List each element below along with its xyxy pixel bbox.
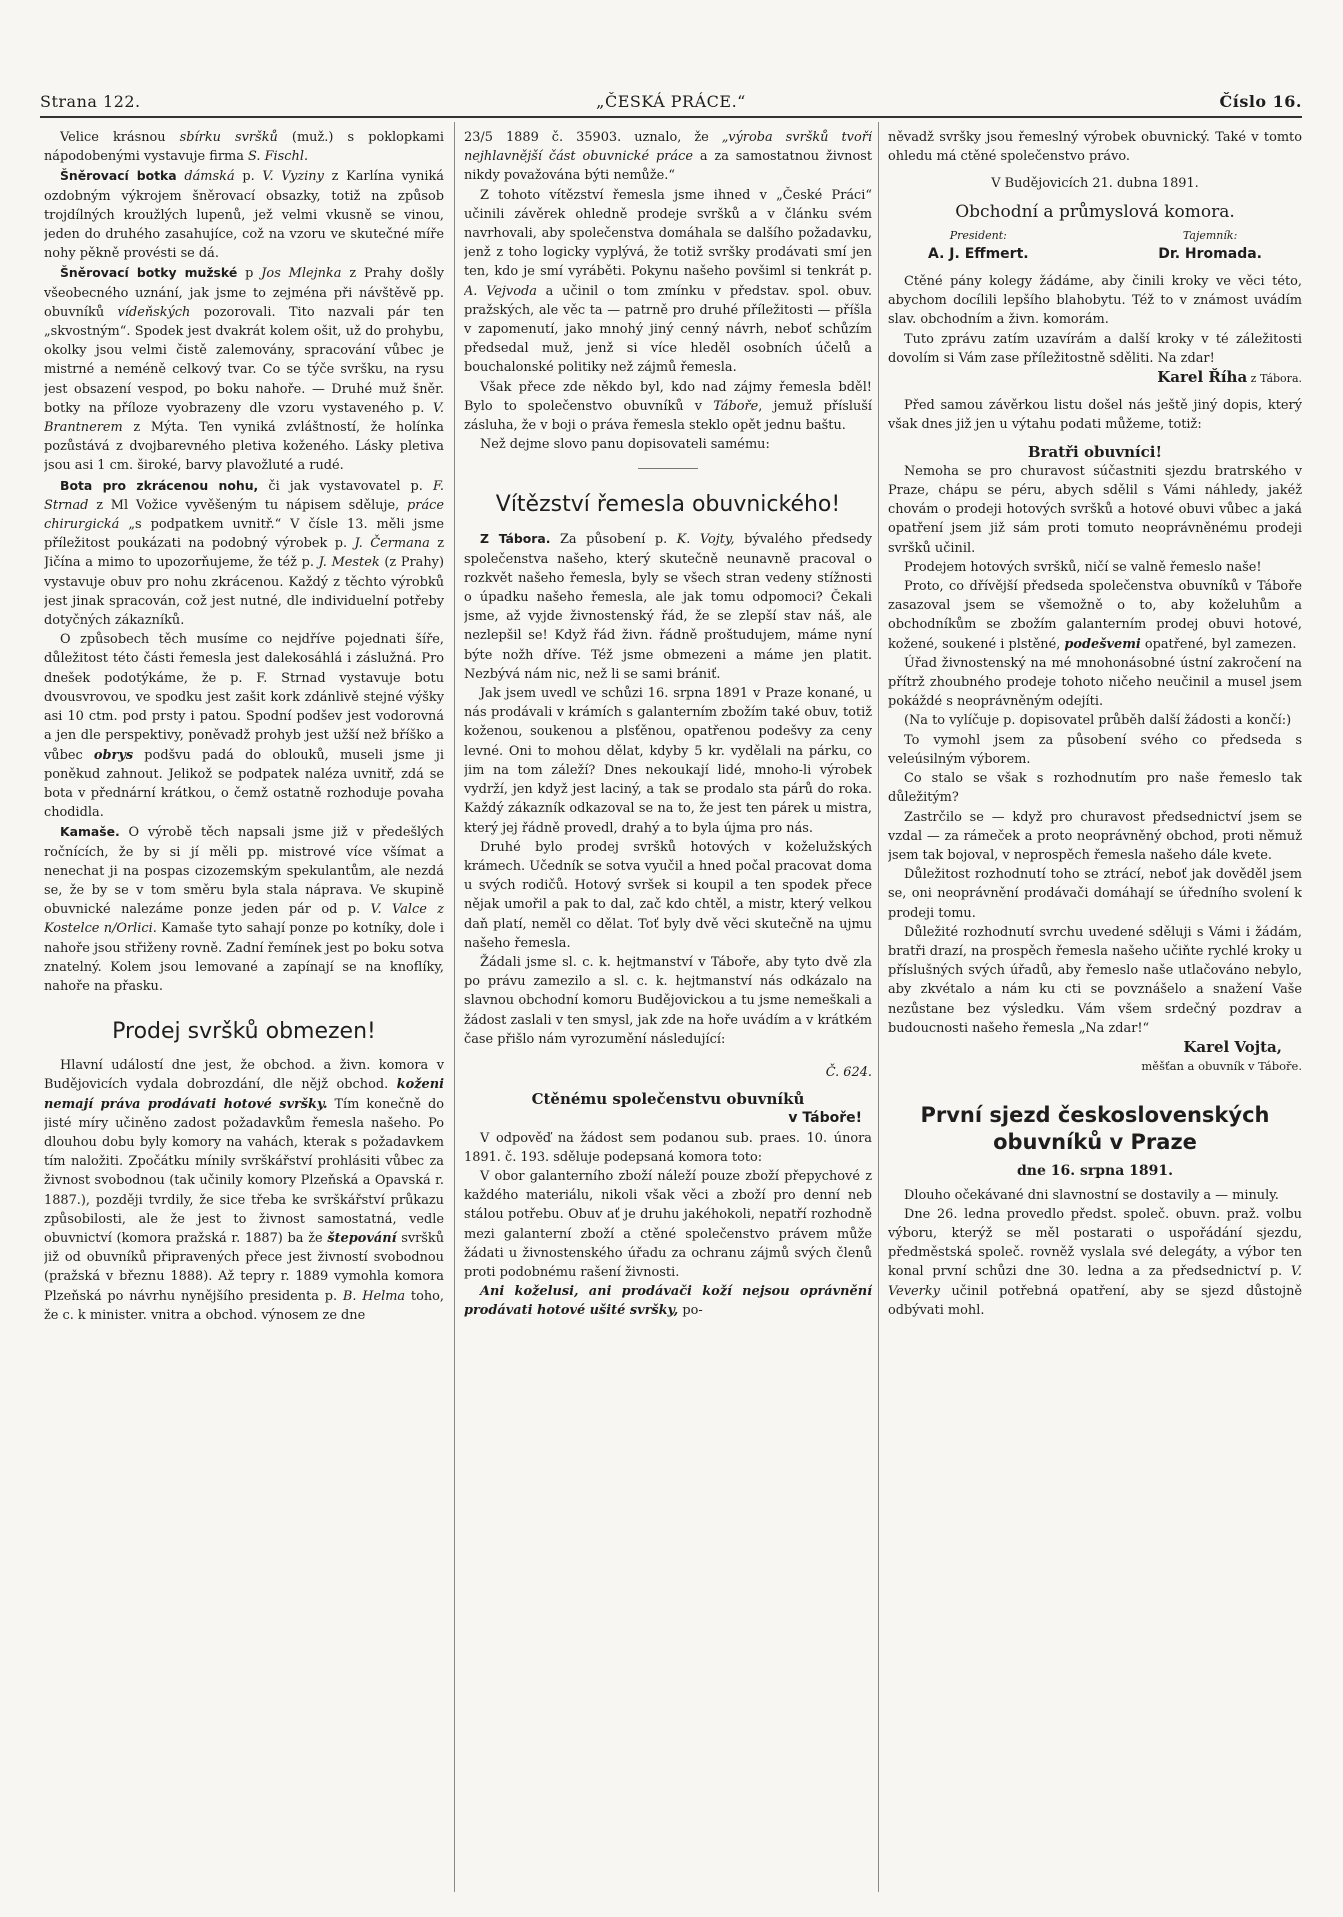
paragraph: Druhé bylo prodej svršků hotových v koželužských krámech. Učedník se sotva vyučil a hned počal pracovat doma u svých rodičů. Hotový svršek si koupil a ten spodek přece nějak umořil a pak to dal, zač kdo chtěl, a mistr, který velkou daň platí, neměl co dělat. Toť byly dvě věci skutečně na ujmu našeho řemesla. (464, 839, 872, 951)
signature: Karel Vojta, (1183, 1037, 1282, 1056)
article-heading: Vítězství řemesla obuvnického! (495, 492, 841, 518)
separator (638, 468, 698, 469)
letter-heading: Bratři obuvníci! (1027, 442, 1163, 461)
paragraph: Nemoha se pro churavost súčastniti sjezdu bratrského v Praze, chápu se péru, abych sdělil s Vámi náhledy, jakéž chovám o prodeji hotových svršků a hotové obuvi vůbec a jaká opatření jsem již sám proti tomuto neoprávněnému prodeji svršků učinil. (888, 463, 1302, 556)
article-date: dne 16. srpna 1891. (1017, 1163, 1173, 1180)
paragraph: Velice krásnou sbírku svršků (muž.) s poklopkami nápodobenými vystavuje firma S. Fischl. (44, 130, 444, 165)
column-2 (464, 128, 872, 1888)
column-divider (878, 122, 879, 1892)
paragraph: Důležitost rozhodnutí toho se ztrácí, neboť jak dověděl jsem se, oni neoprávnění prodávači domáhají se úředního svolení k prodeji tomu. (888, 867, 1302, 921)
paragraph: Prodejem hotových svršků, ničí se valně řemeslo naše! (904, 559, 1262, 575)
column-3 (888, 128, 1302, 1888)
paragraph: Však přece zde někdo byl, kdo nad zájmy řemesla bděl! Bylo to společenstvo obuvníků v Táboře, jemuž přísluší zásluha, že v boji o práva řemesla steklo opět jednu baštu. (464, 379, 872, 434)
page-number: Strana 122. (40, 92, 141, 111)
paragraph: Ani koželusi, ani prodávači koží nejsou oprávnění prodávati hotové ušité svršky, po- (464, 1284, 872, 1319)
issue-number: Číslo 16. (1219, 92, 1302, 111)
article-heading: Prodej svršků obmezen! (112, 1019, 376, 1045)
paragraph: Zastrčilo se — když pro churavost předsednictví jsem se vzdal — za rámeček a proto neoprávněný obchod, proti němuž jsem tak bojoval, v neprospěch řemesla našeho dále kvete. (888, 809, 1302, 863)
paragraph: Úřad živnostenský na mé mnohonásobné ústní zakročení na přítrž zhoubného prodeje tohoto ničeho neučinil a musel jsem pokáždé s neoprávněným odejíti. (888, 655, 1302, 710)
paragraph: Proto, co dřívější předseda společenstva obuvníků v Táboře zasazoval jsem se všemožně o to, aby koželuhům a obchodníkům se zbožím galanterním prodej obuvi hotové, kožené, soukené i plstěné, podešvemi opatřené, byl zamezen. (888, 579, 1302, 652)
signature: Karel Říha z Tábora. (1157, 368, 1302, 387)
header-rule (40, 116, 1302, 118)
president: President: A. J. Effmert. (928, 228, 1029, 262)
paragraph: Žádali jsme sl. c. k. hejtmanství v Táboře, aby tyto dvě zla po právu zamezilo a sl. c. k. hejtmanství nás odkázalo na slavnou obchodní komoru Budějovickou a tu jsme nemeškali a žádost zaslali v ten smysl, jak zde na hoře uvádím a v krátkém čase přišlo nám vyrozumění následující: (464, 954, 872, 1047)
page-header (40, 92, 1302, 116)
paragraph: Bota pro zkrácenou nohu, či jak vystavovatel p. F. Strnad z Ml Vožice vyvěšeným tu nápisem sděluje, práce chirurgická „s podpatkem uvnitř.“ V čísle 13. měli jsme příležitost poukázati na podobný výrobek p. J. Čermana z Jičína a mimo to upozorňujeme, že též p. J. Mestek (z Prahy) vystavuje obuv pro nohu zkrácenou. Každý z těchto výrobků jest jinak spracován, což jest nutné, dle individuelní potřeby dotyčných zákazníků. (44, 477, 444, 629)
paragraph: Co stalo se však s rozhodnutím pro naše řemeslo tak důležitým? (888, 771, 1302, 806)
newspaper-title: „ČESKÁ PRÁCE.“ (596, 92, 746, 111)
paragraph: něvadž svršky jsou řemeslný výrobek obuvnický. Také v tomto ohledu má ctěné společenstvo právo. (888, 130, 1302, 165)
signature-description: měšťan a obuvník v Táboře. (1141, 1059, 1302, 1074)
document-number: Č. 624. (825, 1064, 872, 1080)
paragraph: Šněrovací botky mužské p Jos Mlejnka z Prahy došly všeobecného uznání, jak jsme to zejména při návštěvě pp. obuvníků vídeňských pozorovali. Tito nazvali pár ten „skvostným“. Spodek jest dvakrát kolem ošit, už do prohybu, okolky jsou velmi čistě zalemovány, spracování vůbec je mistrné a neméně celkový tvar. Co se týče svršku, na rysu jest obsazení vespod, po boku nahoře. — Druhé muž šněr. botky na příloze vyobrazeny dle vzoru vystaveného p. V. Brantnerem z Mýta. Ten vyniká zvláštností, že holínka pozůstává z dvojbarevného pletiva koženého. Lásky pletiva jsou asi 1 cm. široké, barvy plavožluté a rudé. (44, 265, 444, 474)
paragraph: V obor galanterního zboží náleží pouze zboží přepychové z každého materiálu, nikoli však věci a zboží pro denní neb stálou potřebu. Obuv ať je druhu jakéhokoli, nepatří rozhodně mezi galanterní zboží a ctěné společenstvo právem může žádati u živnostenského úřadu za ochranu zájmů svých členů proti podobnému rašení živnosti. (464, 1168, 872, 1280)
paragraph: (Na to vylíčuje p. dopisovatel průběh další žádosti a končí:) (904, 713, 1292, 729)
column-1 (44, 128, 444, 1888)
paragraph: O způsobech těch musíme co nejdříve pojednati šíře, důležitost této části řemesla jest dalekosáhlá i záslužná. Pro dnešek podotýkáme, že p. F. Strnad vystavuje botu dvousvrovou, ve spodku jest zašit kork zdánlivě stejné výšky asi 10 ctm. pod prsty i patou. Spodní podšev jest vodorovná a jen dle perspektivy, poněvadž prohyb jest užší než bříško a vůbec obrys podšvu padá do oblouků, museli jsme ji poněkud zahnout. Jelikož se podpatek naléza uvnitř, zdá se bota v přednární krátkou, o čemž ostatně rozhoduje povaha chodidla. (44, 632, 444, 821)
paragraph: To vymohl jsem za působení svého co předseda s veleúsilným výborem. (888, 732, 1302, 767)
paragraph: Z tohoto vítězství řemesla jsme ihned v „České Práci“ učinili závěrek ohledně prodeje svršků a v článku svém navrhovali, aby společenstva domáhala se dalšího požadavku, jenž z toho logicky vyplývá, že totiž svršky prodávati smí jen ten, kdo je smí vyráběti. Pokynu našeho povšiml si tenkrát p. A. Vejvoda a učinil o tom zmínku v představ. spol. obuv. pražských, ale věc ta — patrně pro druhé příležitosti — příšla v zapomenutí, jako mnohý jiný cenný návrh, neboť schůzím předsedal muž, jenž si více hleděl osobních účelů a bouchalonské politiky než zájmů řemesla. (464, 187, 872, 376)
letter-heading: Ctěnému společenstvu obuvníků (531, 1090, 805, 1109)
paragraph: Před samou závěrkou listu došel nás ještě jiný dopis, který však dnes již jen u výtahu podati můžeme, totiž: (888, 398, 1302, 433)
paragraph: Jak jsem uvedl ve schůzi 16. srpna 1891 v Praze konané, u nás prodávali v krámích s galanterním zbožím také obuv, totiž koženou, soukenou a plsťěnou, opatřenou podešvy za ceny levné. Oni to mohou dělat, kdyby 5 kr. vydělali na párku, co jim na tom záleží? Dnes nekoukají lidé, mnoho-li výrobek vydrží, jen když jest laciný, a tak se prodalo sta párů do roka. Každý zákazník odkazoval se na to, že jest ten párek u mistra, který jej řádně provedl, drahý a to byla újma pro nás. (464, 686, 872, 836)
paragraph: Hlavní událostí dne jest, že obchod. a živn. komora v Budějovicích vydala dobrozdání, dle nějž obchod. koženi nemají práva prodávati hotové svršky. Tím konečně do jisté míry učiněno zadost požadavkům řemesla našeho. Po dlouhou dobu byly komory na vahách, kterak s požadavkem tím naložiti. Zpočátku mínily svrškářství prohlásiti vůbec za živnost svobodnou (tak učinily komory Plzeňská a Opavská r. 1887.), později tvrdily, že sice třeba ke svrškářství průkazu způsobilosti, ale že jest to živnost samostatná, vedle obuvnictví (komora pražská r. 1887) ba že štepování svršků již od obuvníků připravených přece jest živností svobodnou (pražská v březnu 1888). Až tepry r. 1889 vymohla komora Plzeňská po návrhu nynějšího presidenta p. B. Helma toho, že c. k minister. vnitra a obchod. výnosem ze dne (44, 1058, 444, 1323)
paragraph: Z Tábora. Za působení p. K. Vojty, bývalého předsedy společenstva našeho, který skutečně neunavně pracoval o rozkvět našeho řemesla, byly se všech stran vedeny stížnosti o úpadku našeho řemesla, ale jak tomu odpomoci? Čekali jsme, až vyjde živnostenský řád, že se zlepší stav náš, ale nezlepšil se! Když řád živn. řádně proštudujem, máme nyní býte nožh dříve. Též jsme obmezeni a máme jen platit. Nezbývá nám nic, než li se sami brániť. (464, 531, 872, 682)
paragraph: Šněrovací botka dámská p. V. Vyziny z Karlína vyniká ozdobným výkrojem šněrovací obsazky, totiž na způsob trojdílných kroužlých lupenů, jež velmi vkusně se vinou, jeden do druhého zasahujíce, což na vzoru ve skutečné míře nohy pěkně provésti se dá. (44, 168, 444, 262)
signatories (888, 226, 1302, 264)
paragraph: Kamaše. O výrobě těch napsali jsme již v předešlých ročnících, že by si jí měli pp. mistrové více všímat a nenechat ji na pospas cizozemským spekulantům, ale nezdá se, že by se v tom směru byla stala náprava. Ve skupině obuvnické nalezáme ponze jeden pár od p. V. Valce z Kostelce n/Orlici. Kamaše tyto sahají ponze po kotníky, dole i nahoře jsou střiženy rovně. Zadní řemínek jest po boku sotva znatelný. Kolem jsou lemované a zapínají se na knoflíky, nahoře na přasku. (44, 824, 444, 994)
paragraph: Než dejme slovo panu dopisovateli samému: (480, 437, 770, 453)
chamber-name: Obchodní a průmyslová komora. (955, 201, 1235, 222)
paragraph: Ctěné pány kolegy žádáme, aby činili kroky ve věci této, abychom docílili lepšího blahobytu. Též to v známost uvádím slav. obchodním a živn. komorám. (888, 274, 1302, 328)
paragraph: Tuto zprávu zatím uzavírám a další kroky v té záležitosti dovolím si Vám zase příležitostně sděliti. Na zdar! (888, 331, 1302, 366)
paragraph: Dlouho očekávané dni slavnostní se dostavily a — minuly. (904, 1187, 1279, 1203)
paragraph: Dne 26. ledna provedlo předst. společ. obuvn. praž. volbu výboru, kterýž se měl postarati o uspořádání sjezdu, předměstská společ. rovněž vyslala své delegáty, a výbor ten konal první schůzi dne 30. ledna a za předsednictví p. V. Veverky učinil potřebná opatření, aby se sjezd důstojně odbývati mohl. (888, 1206, 1302, 1318)
paragraph: V odpověď na žádost sem podanou sub. praes. 10. února 1891. č. 193. sděluje podepsaná komora toto: (464, 1130, 872, 1165)
article-heading: První sjezd československých obuvníků v Praze (920, 1103, 1270, 1155)
paragraph: 23/5 1889 č. 35903. uznalo, že „výroba svršků tvoří nejhlavnější část obuvnické práce a za samostatnou živnost nikdy považována býti nemůže.“ (464, 130, 872, 184)
letter-heading-place: v Táboře! (788, 1110, 862, 1127)
secretary: Tajemník: Dr. Hromada. (1158, 228, 1262, 262)
paragraph: Důležité rozhodnutí svrchu uvedené sděluji s Vámi i žádám, bratři drazí, na prospěch řemesla našeho učiňte rychlé kroky u příslušných svých úřadů, aby řemeslo naše utlačováno nebylo, aby zkvétalo a nám ku cti se povznášelo a snažení Vaše nezůstane bez výsledku. Vám všem srdečný pozdrav a budoucnosti našeho řemesla „Na zdar!“ (888, 924, 1302, 1036)
letter-date: V Budějovicích 21. dubna 1891. (991, 176, 1199, 192)
column-divider (454, 122, 455, 1892)
